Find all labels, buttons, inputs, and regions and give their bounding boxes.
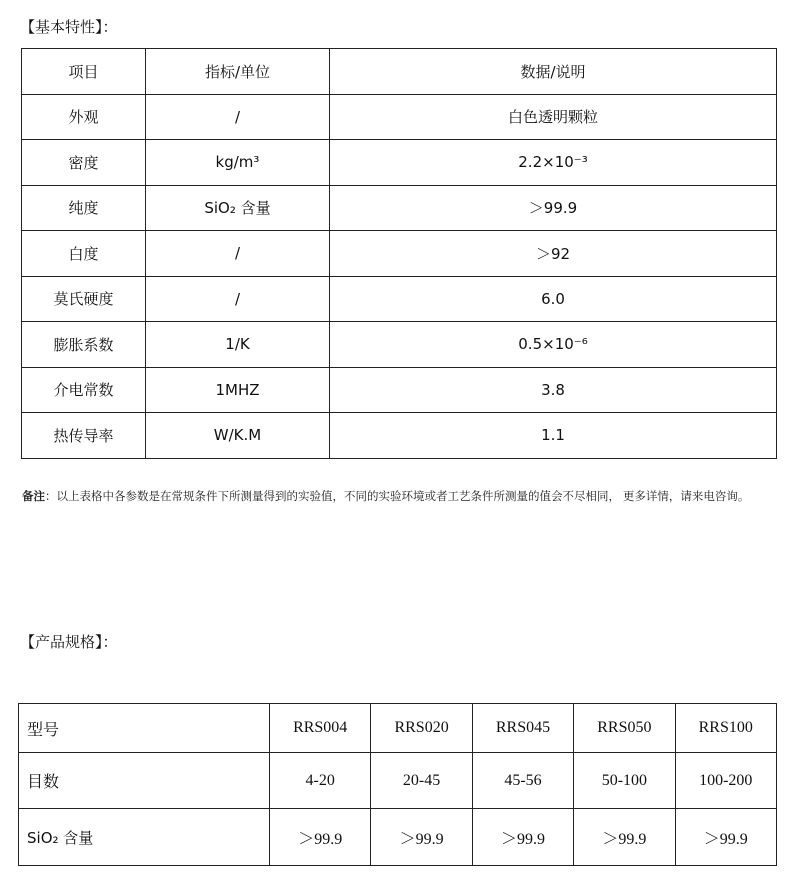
cell-unit: W/K.M: [146, 413, 330, 459]
model-cell: RRS004: [270, 704, 371, 753]
mesh-cell: 100-200: [675, 753, 776, 809]
cell-value: 2.2×10⁻³: [330, 140, 777, 186]
mesh-label: 目数: [19, 753, 270, 809]
basic-properties-heading: 【基本特性】：: [20, 18, 118, 36]
cell-item: 外观: [22, 94, 146, 140]
table-row: [22, 367, 777, 413]
model-cell: RRS020: [371, 704, 472, 753]
mesh-cell: 4-20: [270, 753, 371, 809]
cell-item: 纯度: [22, 185, 146, 231]
model-label: 型号: [19, 704, 270, 753]
table-row: [22, 140, 777, 186]
header-unit: 指标/单位: [146, 49, 330, 95]
table-row: [22, 322, 777, 368]
basic-properties-table: [21, 48, 777, 459]
table-row: [22, 413, 777, 459]
remark-text: ：以上表格中各参数是在常规条件下所测量得到的实验值，不同的实验环境或者工艺条件所测量的值会不尽相同， 更多详情，请来电咨询。: [45, 491, 750, 503]
table-header-row: [22, 49, 777, 95]
cell-unit: SiO₂ 含量: [146, 185, 330, 231]
cell-item: 莫氏硬度: [22, 276, 146, 322]
cell-value: 6.0: [330, 276, 777, 322]
cell-unit: /: [146, 94, 330, 140]
model-cell: RRS045: [472, 704, 573, 753]
purity-cell: ＞99.9: [371, 809, 472, 866]
cell-unit: 1MHZ: [146, 367, 330, 413]
cell-value: 1.1: [330, 413, 777, 459]
cell-item: 密度: [22, 140, 146, 186]
purity-cell: ＞99.9: [675, 809, 776, 866]
purity-label: SiO₂ 含量: [19, 809, 270, 866]
header-value: 数据/说明: [330, 49, 777, 95]
cell-item: 热传导率: [22, 413, 146, 459]
cell-value: 0.5×10⁻⁶: [330, 322, 777, 368]
cell-item: 膨胀系数: [22, 322, 146, 368]
cell-unit: 1/K: [146, 322, 330, 368]
cell-unit: kg/m³: [146, 140, 330, 186]
mesh-cell: 20-45: [371, 753, 472, 809]
mesh-cell: 45-56: [472, 753, 573, 809]
cell-value: ＞99.9: [330, 185, 777, 231]
cell-unit: /: [146, 231, 330, 277]
purity-cell: ＞99.9: [472, 809, 573, 866]
cell-item: 介电常数: [22, 367, 146, 413]
purity-cell: ＞99.9: [270, 809, 371, 866]
model-cell: RRS100: [675, 704, 776, 753]
product-spec-table: [18, 703, 777, 866]
purity-cell: ＞99.9: [574, 809, 675, 866]
table-row: [22, 185, 777, 231]
remark-note: [22, 484, 782, 510]
mesh-cell: 50-100: [574, 753, 675, 809]
table-row: [22, 276, 777, 322]
remark-label: 备注: [22, 491, 45, 503]
table-row: [22, 231, 777, 277]
spec-row-mesh: [19, 753, 777, 809]
cell-unit: /: [146, 276, 330, 322]
cell-value: 白色透明颗粒: [330, 94, 777, 140]
cell-value: 3.8: [330, 367, 777, 413]
table-row: [22, 94, 777, 140]
spec-row-purity: [19, 809, 777, 866]
cell-item: 白度: [22, 231, 146, 277]
model-cell: RRS050: [574, 704, 675, 753]
header-item: 项目: [22, 49, 146, 95]
product-spec-heading: 【产品规格】：: [20, 633, 118, 651]
spec-row-model: [19, 704, 777, 753]
cell-value: ＞92: [330, 231, 777, 277]
